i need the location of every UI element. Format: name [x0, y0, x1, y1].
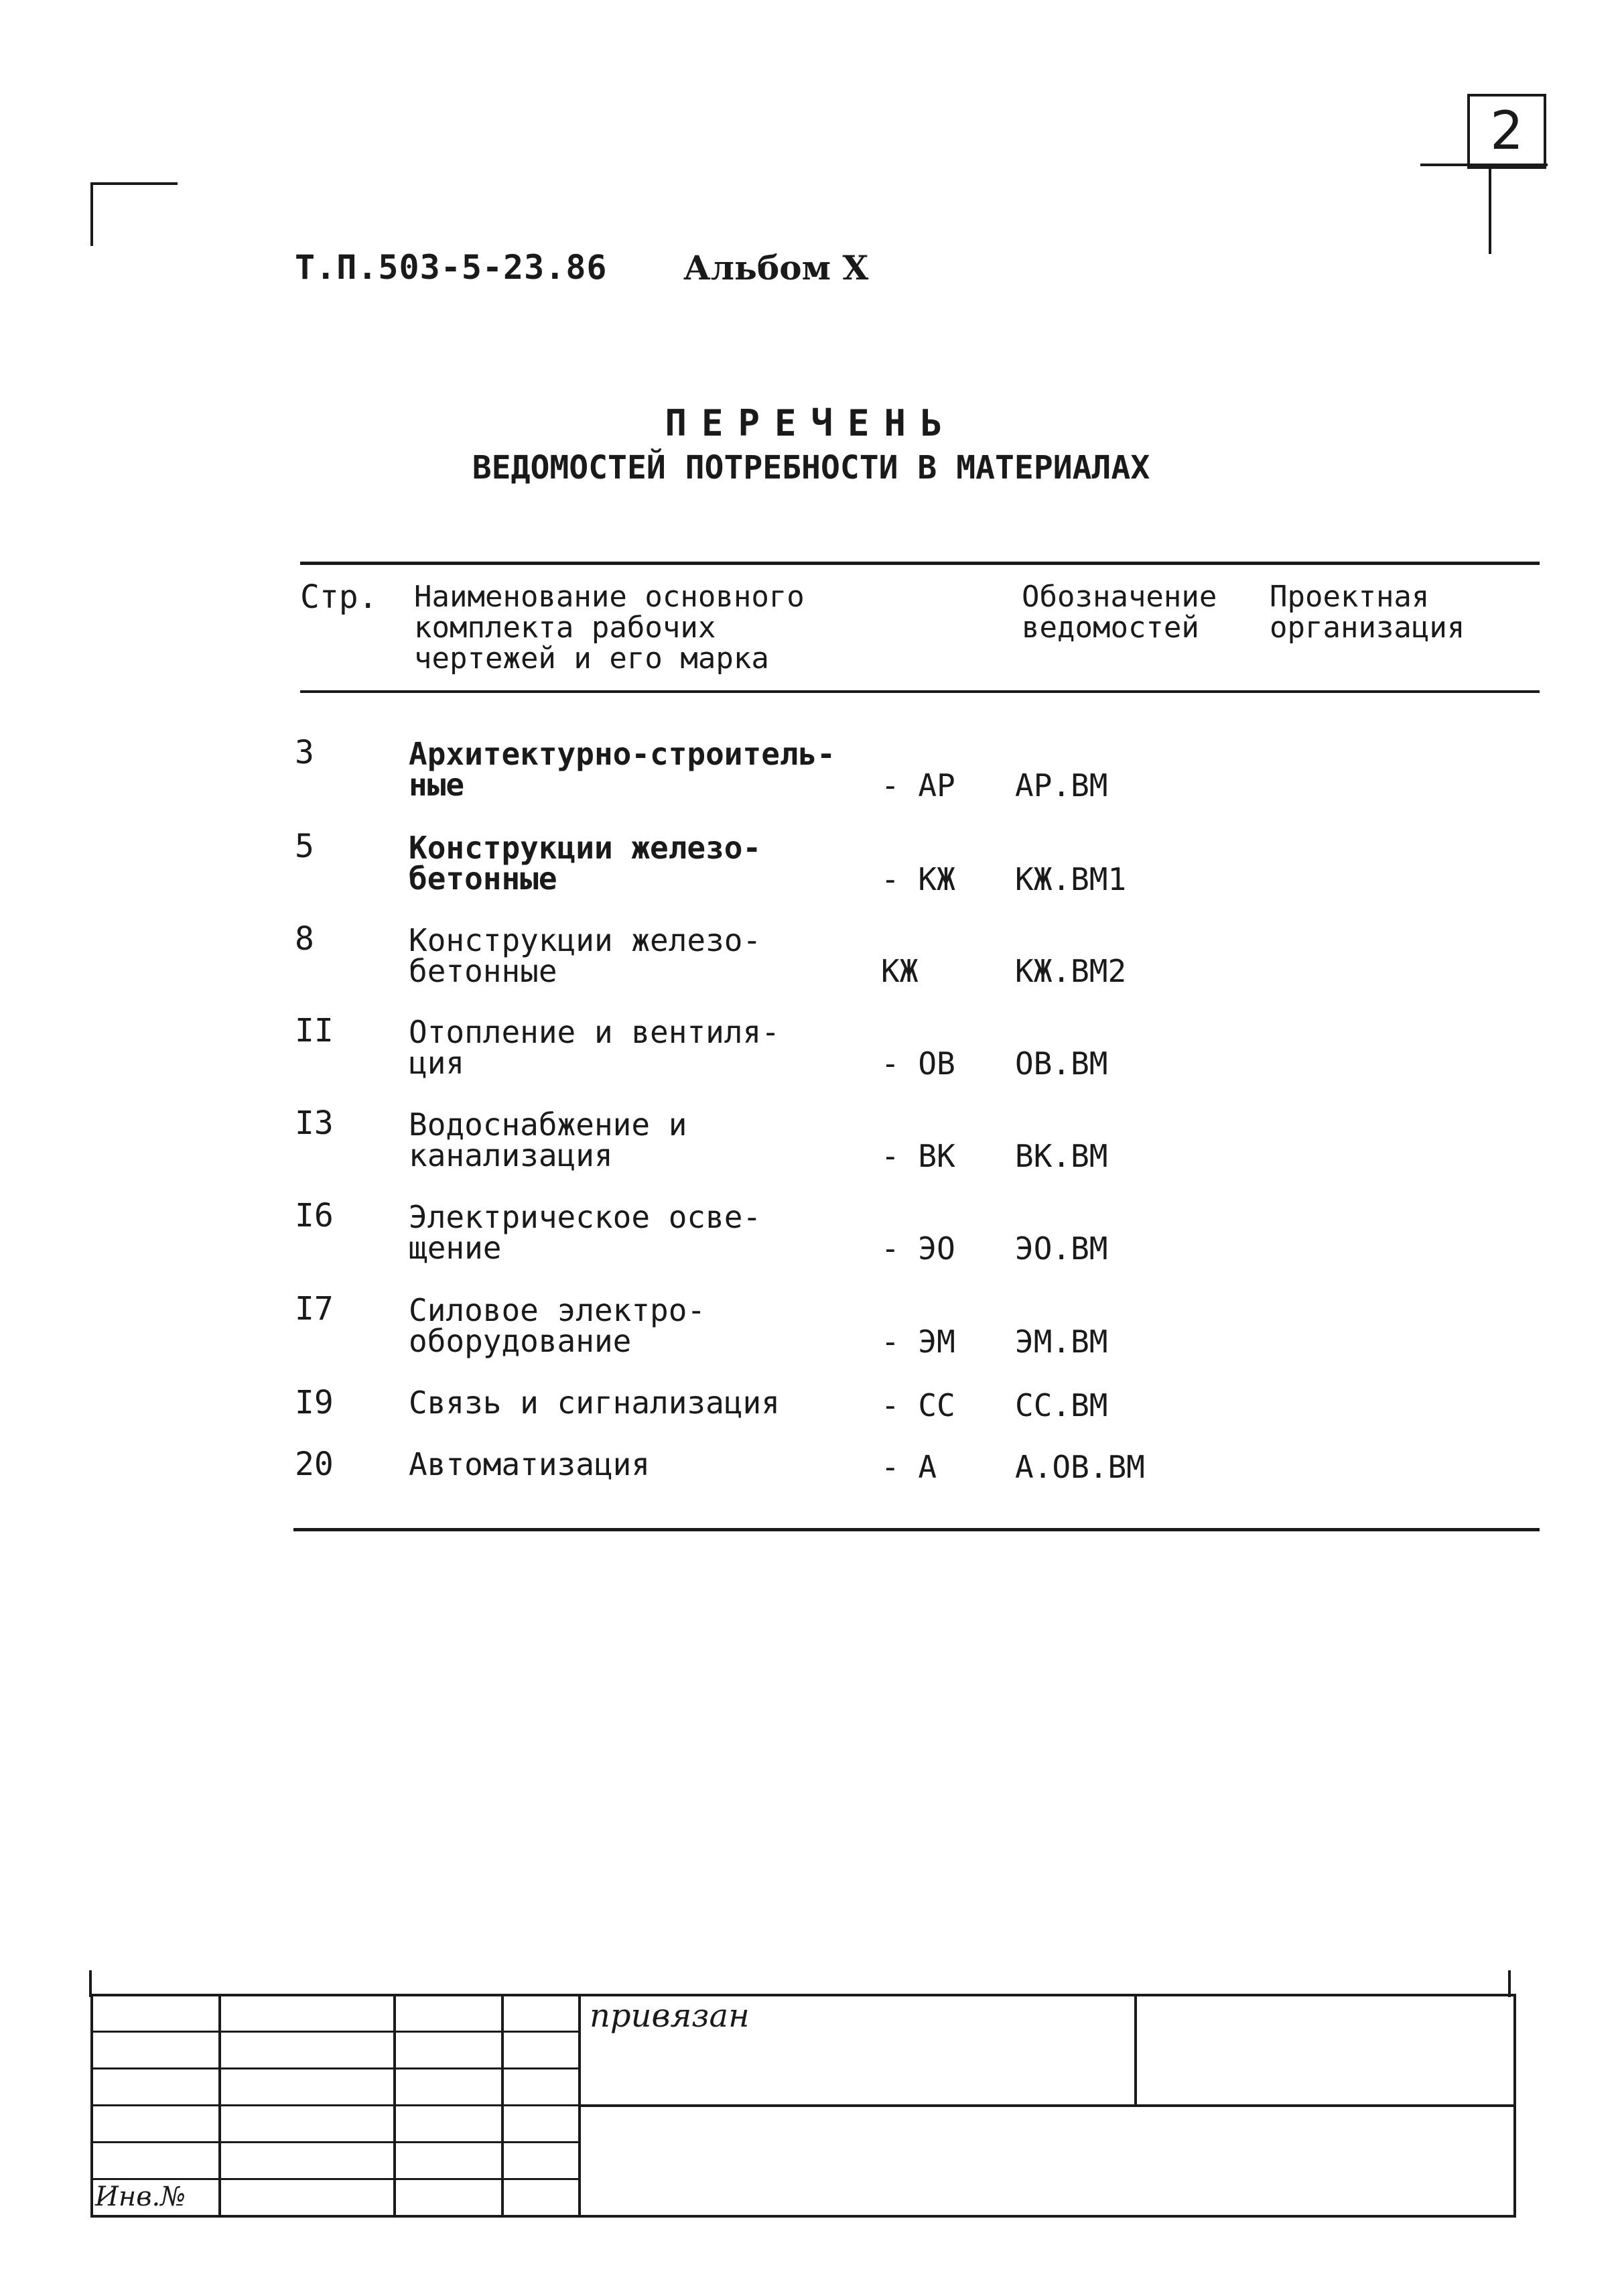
header-organization-line: Проектная: [1270, 580, 1430, 614]
row-code: ЭМ.ВМ: [1015, 1324, 1108, 1360]
corner-mark-right-v: [1489, 164, 1491, 254]
table-header-rule: [300, 690, 1540, 693]
stamp-mid-rule: [578, 2104, 1513, 2107]
header-name: [414, 582, 805, 674]
row-name: [409, 922, 878, 989]
row-mark: - ВК: [881, 1138, 955, 1174]
table-bottom-rule: [293, 1528, 1540, 1531]
corner-mark-left-v: [90, 182, 93, 246]
row-mark: - ЭМ: [881, 1324, 955, 1360]
corner-mark-left-h: [90, 182, 178, 185]
stamp-row-line: [90, 2141, 580, 2143]
row-page: I3: [295, 1104, 334, 1142]
table-top-rule: [300, 562, 1540, 565]
stamp-row-line: [90, 2104, 580, 2106]
header-page: Стр.: [300, 578, 378, 616]
header-designation-line: Обозначение: [1022, 580, 1217, 614]
row-name-line: щение: [409, 1230, 502, 1266]
stamp-top-rule: [90, 1994, 1513, 1996]
header-designation-line: ведомостей: [1022, 611, 1199, 645]
stamp-right-tick: [1508, 1970, 1511, 1997]
row-page: 8: [295, 920, 314, 958]
row-code: ВК.ВМ: [1015, 1138, 1108, 1174]
row-mark: КЖ: [881, 953, 919, 989]
stamp-right-divider: [1134, 1994, 1137, 2106]
row-name-line: Водоснабжение и: [409, 1106, 687, 1143]
row-name-line: Конструкции железо-: [409, 922, 762, 958]
row-page: I7: [295, 1290, 334, 1328]
row-mark: - ЭО: [881, 1230, 955, 1267]
row-name: [409, 830, 878, 897]
row-name: [409, 736, 878, 803]
row-code: КЖ.ВМ1: [1015, 861, 1127, 897]
row-code: ЭО.ВМ: [1015, 1230, 1108, 1267]
row-name-line: Силовое электро-: [409, 1292, 706, 1328]
row-name-line: Электрическое осве-: [409, 1199, 762, 1235]
stamp-row-line: [90, 2178, 580, 2180]
header-name-line: Наименование основного: [414, 580, 805, 614]
row-page: II: [295, 1012, 334, 1049]
row-mark: - А: [881, 1449, 937, 1485]
row-page: 20: [295, 1446, 334, 1483]
row-mark: - АР: [881, 767, 955, 804]
page-number: 2: [1467, 94, 1546, 169]
row-name: [409, 1292, 878, 1359]
title-line2: ВЕДОМОСТЕЙ ПОТРЕБНОСТИ В МАТЕРИАЛАХ: [472, 449, 1150, 487]
stamp-left-tick: [89, 1970, 92, 1997]
row-page: I9: [295, 1384, 334, 1421]
row-page: I6: [295, 1197, 334, 1234]
row-name-line: Архитектурно-строитель-: [409, 736, 835, 772]
header-name-line: комплекта рабочих: [414, 611, 716, 645]
row-name: [409, 1199, 878, 1266]
header-organization-line: организация: [1270, 611, 1465, 645]
row-code: КЖ.ВМ2: [1015, 953, 1127, 989]
row-mark: - СС: [881, 1387, 955, 1423]
header-designation: [1022, 582, 1217, 643]
row-page: 5: [295, 828, 314, 865]
row-code: А.ОВ.ВМ: [1015, 1449, 1145, 1485]
row-code: АР.ВМ: [1015, 767, 1108, 804]
stamp-row-line: [90, 2067, 580, 2069]
header-organization: [1270, 582, 1465, 643]
row-name-line: Автоматизация: [409, 1446, 651, 1482]
header-name-line: чертежей и его марка: [414, 641, 769, 676]
stamp-inv-label: Инв.№: [95, 2181, 186, 2212]
row-mark: - КЖ: [881, 861, 955, 897]
album-label: Альбом Х: [683, 248, 869, 288]
row-name-line: Отопление и вентиля-: [409, 1014, 780, 1050]
row-name-line: бетонные: [409, 953, 557, 989]
row-name: [409, 1014, 878, 1081]
row-name-line: Связь и сигнализация: [409, 1385, 780, 1421]
row-name-line: бетонные: [409, 860, 557, 897]
row-name-line: канализация: [409, 1137, 613, 1173]
title-line1: ПЕРЕЧЕНЬ: [665, 402, 957, 444]
row-code: СС.ВМ: [1015, 1387, 1108, 1423]
row-name-line: Конструкции железо-: [409, 830, 762, 866]
stamp-row-line: [90, 2031, 580, 2033]
row-page: 3: [295, 734, 314, 771]
row-name-line: ция: [409, 1045, 465, 1081]
row-name: [409, 1106, 878, 1173]
document-code: Т.П.503-5-23.86: [295, 248, 608, 287]
row-name-line: оборудование: [409, 1323, 632, 1359]
row-mark: - ОВ: [881, 1045, 955, 1082]
stamp-privyazan-label: привязан: [590, 1997, 750, 2035]
row-code: ОВ.ВМ: [1015, 1045, 1108, 1082]
row-name-line: ные: [409, 767, 465, 803]
row-name: [409, 1446, 878, 1482]
